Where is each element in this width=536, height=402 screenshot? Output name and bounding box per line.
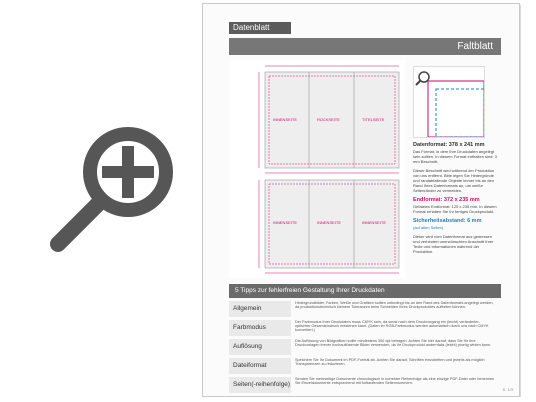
tip-label: Farbmodus [229, 320, 291, 336]
safety-text: Dieser wird vom Datenformat aus gemessen und verhindert unerwünschten Anschnitt Ihrer Texte und Informationen während der Produktion. [413, 234, 494, 254]
document-tab: Datenblatt [229, 22, 291, 34]
inner-label-1: INNENSEITE [273, 220, 298, 225]
page-number: S. 1/3 [502, 387, 513, 392]
final-title: Endformat: 372 x 235 mm [413, 197, 480, 203]
tip-row [229, 339, 501, 355]
magnifier-plus-icon[interactable] [44, 118, 184, 258]
spec-sidebar [413, 66, 499, 274]
safety-sub: (auf allen Seiten) [413, 225, 444, 230]
inner-label-3: INNENSEITE [362, 220, 387, 225]
tip-row [229, 301, 501, 317]
corner-preview [413, 66, 485, 138]
tip-text: Die Auflösung von Bildgrafiken sollte mindestens 300 dpi betragen. Achten Sie hier darauf, dass Sie für Ihre Druckvorlagen immer hochauflösende Bilder verwenden, da Ihr Druckprodukt andernfalls (leicht) pixelig wirken kann. [295, 339, 492, 348]
tip-row [229, 358, 501, 374]
tips-header: 5 Tipps zur fehlerfreien Gestaltung Ihrer Druckdaten [229, 284, 501, 298]
tip-text: Der Farbmodus Ihrer Druckdaten muss CMYK sein, da sonst nach dem Druckvorgang ein (leicht) veränderter, optischer Gesamteindruck entstehen kann. (Daten im RGB-Farbmodus werden automatisch durch uns nach CMYK konvertiert.) [295, 320, 489, 333]
final-text: Gefalztes Endformat: 125 x 235 mm. In diesem Format erhalten Sie Ihr fertiges Druckprodukt. [413, 204, 497, 214]
tip-row [229, 320, 501, 336]
safety-title: Sicherheitsabstand: 6 mm [413, 218, 482, 224]
document-page[interactable] [202, 3, 520, 397]
tip-label: Seiten(-reihenfolge) [229, 377, 291, 393]
tip-row [229, 377, 501, 393]
tip-label: Allgemein [229, 301, 291, 317]
inner-label-2: INNENSEITE [317, 220, 342, 225]
fold-diagram [229, 60, 405, 278]
tip-label: Dateiformat [229, 358, 291, 374]
format-note: Dieser Beschnitt wird während der Produktion von uns entfernt. Bitte legen Sie Hintergründe und randabfallende Objekte immer bis an den Rand Ihres Datenformats an, um weiße Seitenränder zu vermeiden. [413, 168, 495, 193]
format-title: Datenformat: 378 x 241 mm [413, 142, 485, 148]
layout-diagram [229, 60, 405, 278]
document-title: Faltblatt [229, 38, 501, 55]
tip-text: Senden Sie mehrseitige Dokumente chronologisch in korrekter Reihenfolge als eine einzige PDF-Datei oder benennen Sie Einzeldokumente entsprechend mit fortlaufenden Seitennummern. [295, 377, 495, 386]
tip-text: Hintergrundbilder, Farben, Weiße und Grafiken sollten unbedingt bis an den Rand des Datenformats angelegt werden, da produktionstechnisch kleinere Toleranzen beim Schneiden Ihres Druckproduktes auftreten können. [295, 301, 494, 310]
tip-text: Speichern Sie Ihr Dokument im PDF-Format ab. Achten Sie darauf, Schriften einzubetten und jeweils als möglich Transparenzen zu reduzieren. [295, 358, 485, 367]
panel-label-3: TITELSEITE [362, 117, 385, 122]
tip-label: Auflösung [229, 339, 291, 355]
format-text: Das Format, in dem Ihre Druckdaten angelegt sein sollten. In diesem Format enthalten sind: 3 mm Beschnitt. [413, 149, 497, 164]
panel-label-1: INNENSEITE [273, 117, 298, 122]
panel-label-2: RÜCKSEITE [317, 117, 340, 122]
